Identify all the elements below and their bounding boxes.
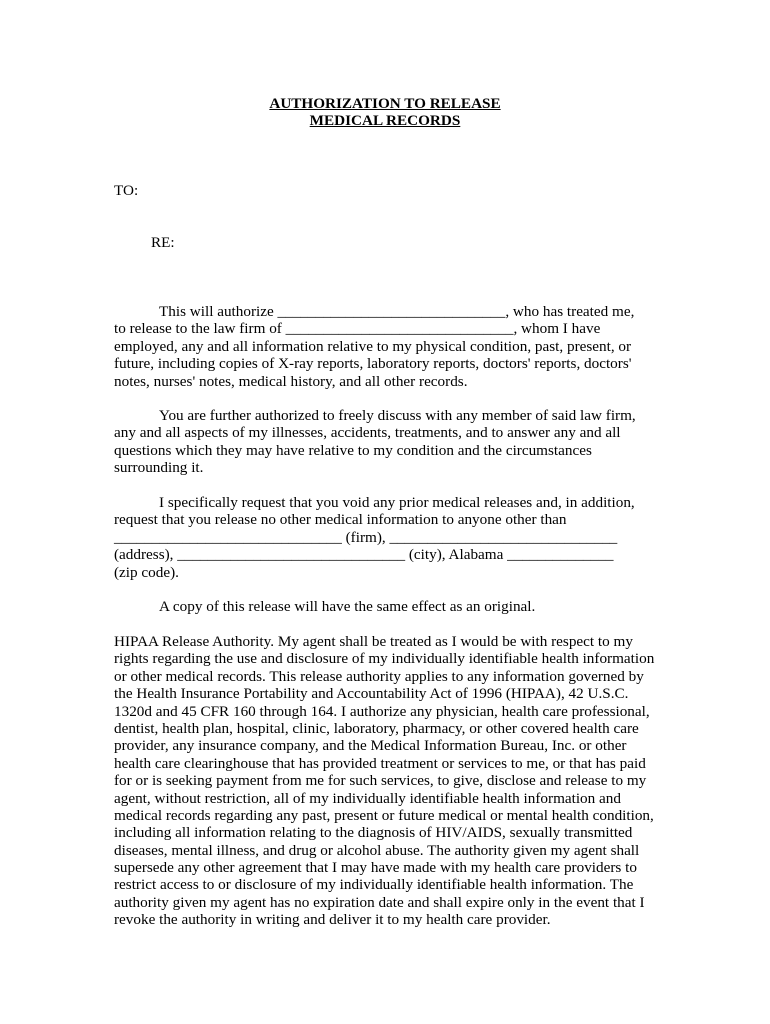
paragraph-line: for or is seeking payment from me for such services, to give, disclose and release to my — [114, 772, 647, 790]
paragraph-line: or other medical records. This release authority applies to any information governed by — [114, 667, 644, 685]
paragraph-line: any and all aspects of my illnesses, accidents, treatments, and to answer any and all — [114, 424, 621, 442]
paragraph-line: 1320d and 45 CFR 160 through 164. I authorize any physician, health care professional, — [114, 702, 650, 720]
paragraph-line: provider, any insurance company, and the Medical Information Bureau, Inc. or other — [114, 737, 627, 755]
paragraph-line: HIPAA Release Authority. My agent shall be treated as I would be with respect to my — [114, 633, 633, 650]
authorization-paragraph — [114, 303, 664, 390]
paragraph-line: I specifically request that you void any prior medical releases and, in addition, — [159, 494, 635, 511]
paragraph-line: employed, any and all information relative to my physical condition, past, present, or — [114, 337, 632, 355]
re-label: RE: — [151, 234, 175, 251]
void-releases-paragraph — [114, 494, 664, 581]
paragraph-line: rights regarding the use and disclosure of my individually identifiable health information — [114, 650, 655, 668]
paragraph-line: You are further authorized to freely discuss with any member of said law firm, — [159, 407, 636, 424]
paragraph-line: medical records regarding any past, present or future medical or mental health condition, — [114, 806, 654, 824]
paragraph-line: authority given my agent has no expiration date and shall expire only in the event that I — [114, 893, 645, 911]
hipaa-paragraph — [114, 633, 664, 929]
paragraph-line: to release to the law firm of ______________________________, whom I have — [114, 320, 601, 338]
paragraph-line: including all information relating to the diagnosis of HIV/AIDS, sexually transmitted — [114, 824, 633, 842]
paragraph-line: This will authorize ______________________________, who has treated me, — [159, 303, 635, 320]
paragraph-line: A copy of this release will have the same effect as an original. — [159, 598, 536, 615]
paragraph-line: health care clearinghouse that has provided treatment or services to me, or that has paid — [114, 754, 646, 772]
paragraph-line: surrounding it. — [114, 459, 204, 477]
paragraph-line: ______________________________ (firm), ______________________________ — [114, 528, 618, 546]
discussion-paragraph — [114, 407, 664, 477]
paragraph-line: agent, without restriction, all of my individually identifiable health information and — [114, 789, 621, 807]
paragraph-line: request that you release no other medical information to anyone other than — [114, 511, 567, 529]
paragraph-line: restrict access to or disclosure of my individually identifiable health information. The — [114, 876, 634, 894]
paragraph-line: supersede any other agreement that I may have made with my health care providers to — [114, 859, 637, 877]
document-title-line1: AUTHORIZATION TO RELEASE — [269, 95, 501, 112]
paragraph-line: (zip code). — [114, 563, 179, 581]
paragraph-line: notes, nurses' notes, medical history, and all other records. — [114, 372, 468, 390]
paragraph-line: revoke the authority in writing and deliver it to my health care provider. — [114, 911, 551, 929]
paragraph-line: (address), ______________________________ (city), Alabama ______________ — [114, 546, 614, 564]
copy-effect-paragraph — [114, 598, 664, 615]
to-label: TO: — [114, 182, 139, 199]
paragraph-line: the Health Insurance Portability and Accountability Act of 1996 (HIPAA), 42 U.S.C. — [114, 685, 629, 703]
paragraph-line: diseases, mental illness, and drug or alcohol abuse. The authority given my agent shall — [114, 841, 640, 859]
paragraph-line: dentist, health plan, hospital, clinic, laboratory, pharmacy, or other covered health care — [114, 719, 639, 737]
paragraph-line: questions which they may have relative to my condition and the circumstances — [114, 441, 592, 459]
document-title-line2: MEDICAL RECORDS — [309, 112, 461, 129]
paragraph-line: future, including copies of X-ray reports, laboratory reports, doctors' reports, doctors' — [114, 355, 632, 373]
